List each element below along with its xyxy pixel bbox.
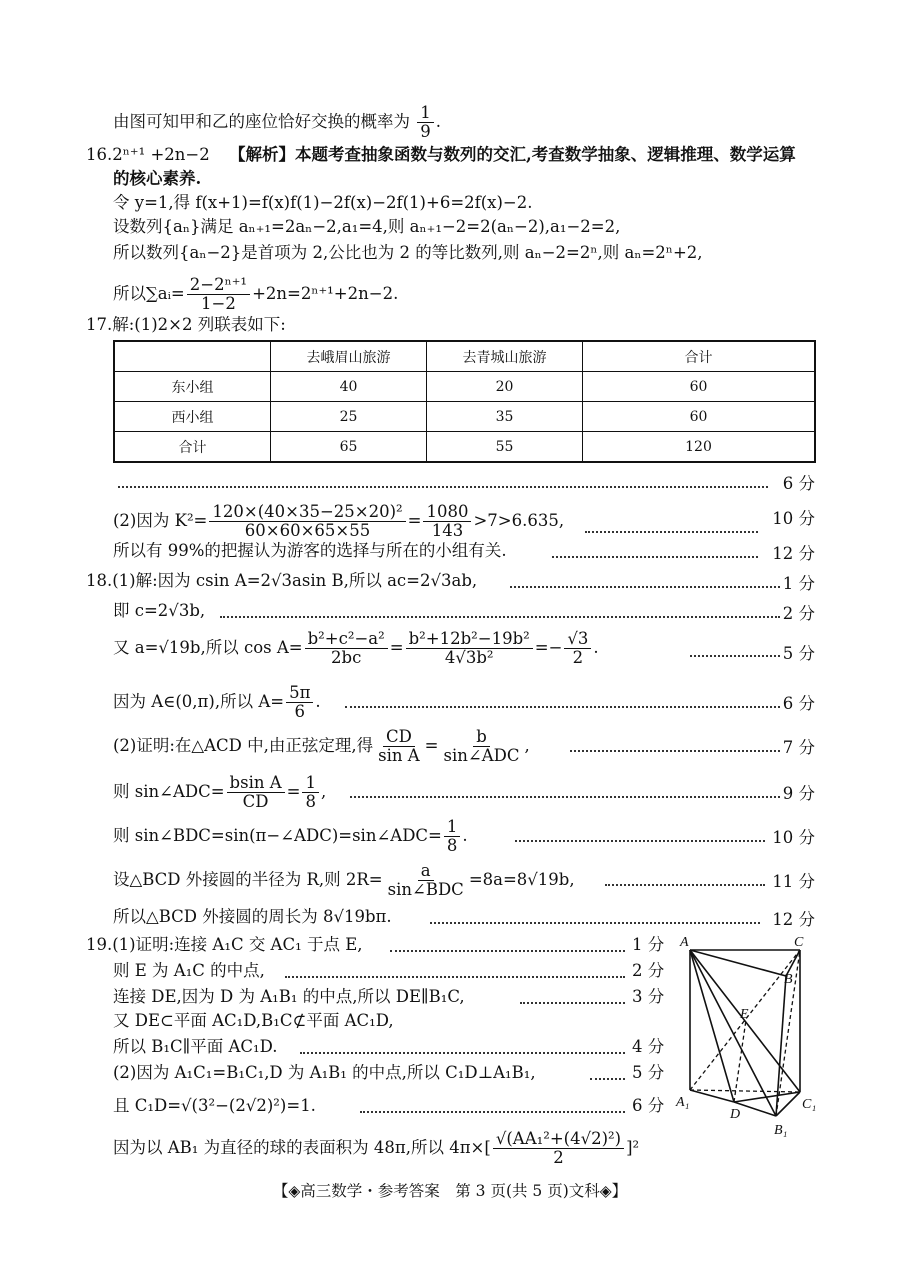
text-line: (2)证明:在△ACD 中,由正弦定理,得 $\frac{CD}{\text{sin A}}$ = $\frac{b}{\text{sin∠ADC}}$ , [113,727,530,765]
text-line: 17.解:(1)2×2 列联表如下: [86,315,286,334]
dot-leader [690,655,780,657]
table-cell: 合计 [114,432,271,463]
dot-leader [570,750,780,752]
text: (2)证明:在△ACD 中,由正弦定理,得 [113,736,374,755]
score: 1 分 [782,574,815,593]
dot-leader [220,616,780,618]
text: 设△BCD 外接圆的半径为 R,则 2R= [113,870,383,889]
score: 10 分 [772,509,815,528]
text-line: 所以数列{aₙ−2}是首项为 2,公比也为 2 的等比数列,则 aₙ−2=2ⁿ,则 aₙ=2ⁿ+2, [113,243,703,262]
table-cell: 20 [427,372,583,402]
fraction [441,728,523,765]
fraction [406,630,533,667]
label-B: B [784,972,793,987]
text: = [407,511,422,530]
text-line: 的核心素养. [113,169,202,188]
text: =− [534,638,563,657]
text-line: 即 c=2√3b, [113,601,206,620]
denominator: sin∠BDC [387,880,464,899]
text-line: 设数列{aₙ}满足 aₙ₊₁=2aₙ−2,a₁=4,则 aₙ₊₁−2=2(aₙ−2),a₁−2=2, [113,217,621,236]
numerator: 1 [444,818,461,837]
numerator: a [418,862,434,881]
numerator: b²+12b²−19b² [406,630,533,649]
score: 7 分 [782,738,815,757]
score: 11 分 [772,872,815,891]
score: 6 分 [782,694,815,713]
label-D: D [730,1107,741,1122]
table-cell: 55 [427,432,583,463]
denominator: 2 [572,648,584,667]
dot-leader [285,976,625,978]
q16-header [86,144,796,166]
text-line: (2)因为 A₁C₁=B₁C₁,D 为 A₁B₁ 的中点,所以 C₁D⊥A₁B₁, [113,1063,536,1082]
table-cell: 40 [271,372,427,402]
answer: 2ⁿ⁺¹ +2n−2 [112,145,210,164]
fraction [417,104,434,141]
fraction [286,684,313,721]
fraction [375,728,423,765]
text-line: 又 DE⊂平面 AC₁D,B₁C⊄平面 AC₁D, [113,1011,394,1030]
text-line: 由图可知甲和乙的座位恰好交换的概率为 $\frac{1}{9}$ . [113,103,441,141]
text: ]² [626,1138,640,1157]
fraction [423,503,471,540]
text-line: 所以△BCD 外接圆的周长为 8√19bπ. [113,907,392,926]
prism-figure [672,930,832,1140]
label-B1: B₁ [774,1123,788,1138]
text-line: 又 a=√19b,所以 cos A= $\frac{\text{b²+c²−a²}}{2bc}$ = $\frac{\text{b²+12b²−19b²}}{\text{4√3b²}}$ =− $\frac{√3}{2}$ . [113,629,599,667]
text-line [113,1130,639,1167]
dot-leader [515,840,765,842]
numerator: CD [383,728,415,747]
table-cell: 35 [427,402,583,432]
denominator: sin A [378,746,420,765]
table-row [114,432,815,463]
denominator: 60×60×65×55 [244,521,371,540]
table-row [114,372,815,402]
score: 3 分 [632,987,665,1006]
score: 12 分 [772,544,815,563]
score: 10 分 [772,828,815,847]
contingency-table [113,340,816,463]
dot-leader [430,922,760,924]
dot-leader [520,1002,625,1004]
analysis-tag: 【解析】本题考查抽象函数与数列的交汇,考查数学抽象、逻辑推理、数学运算 [228,145,796,164]
label-A1: A₁ [676,1095,690,1110]
denominator: 2 [553,1148,564,1167]
table-cell: 25 [271,402,427,432]
text-line: 则 E 为 A₁C 的中点, [113,961,265,980]
fraction [564,630,591,667]
denominator: 6 [294,702,305,721]
text: 因为以 AB₁ 为直径的球的表面积为 48π,所以 4π×[ [113,1138,491,1157]
denominator: sin∠ADC [443,746,520,765]
table-cell: 去青城山旅游 [427,341,583,372]
fraction [209,503,405,540]
text-line: 因为 A∈(0,π),所以 A= $\frac{5\pi}{6}$ . [113,683,321,721]
denominator: 8 [305,792,316,811]
dot-leader [585,531,758,533]
denominator: 9 [420,122,431,141]
text-line: 则 sin∠BDC=sin(π−∠ADC)=sin∠ADC= $\frac{1}{8}$ . [113,817,468,855]
text: 则 sin∠ADC= [113,782,225,801]
dot-leader [590,1078,625,1080]
score: 1 分 [632,935,665,954]
text-line: 则 sin∠ADC= $\frac{\text{bsin A}}{CD}$ = $\frac{1}{8}$ , [113,773,327,811]
fraction [187,276,250,313]
table-cell: 去峨眉山旅游 [271,341,427,372]
fraction [385,862,467,899]
numerator: bsin A [227,774,285,793]
denominator: 143 [431,521,464,540]
text: 则 sin∠BDC=sin(π−∠ADC)=sin∠ADC= [113,826,442,845]
table-cell: 60 [583,372,816,402]
numerator: √(AA₁²+(4√2)²) [493,1130,624,1149]
score: 2 分 [632,961,665,980]
dot-leader [605,884,765,886]
text: (2)因为 K²= [113,511,208,530]
table-row [114,402,815,432]
text-line: 令 y=1,得 f(x+1)=f(x)f(1)−2f(x)−2f(1)+6=2f(x)−2. [113,193,533,212]
text: =8a=8√19b, [468,870,575,889]
fraction [305,630,388,667]
score: 9 分 [782,784,815,803]
text: = [424,736,439,755]
numerator: 1 [417,104,434,123]
text: +2n=2ⁿ⁺¹+2n−2. [252,284,399,303]
label-C1: C₁ [802,1097,817,1112]
text-line: 所以 B₁C∥平面 AC₁D. [113,1037,278,1056]
table-cell: 合计 [583,341,816,372]
dot-leader [390,950,625,952]
score: 4 分 [632,1037,665,1056]
text: 由图可知甲和乙的座位恰好交换的概率为 [113,112,410,131]
text-line [113,503,564,540]
score: 5 分 [632,1063,665,1082]
denominator: 8 [446,836,458,855]
text-line [113,276,398,313]
numerator: 120×(40×35−25×20)² [209,503,405,522]
dot-leader [350,796,780,798]
dot-leader [300,1052,625,1054]
text-line: 且 C₁D=√(3²−(2√2)²)=1. [113,1096,316,1115]
score: 6 分 [782,474,815,493]
table-cell: 60 [583,402,816,432]
text: 因为 A∈(0,π),所以 A= [113,692,285,711]
numerator: √3 [564,630,591,649]
text-line: 连接 DE,因为 D 为 A₁B₁ 的中点,所以 DE∥B₁C, [113,987,465,1006]
table-cell: 西小组 [114,402,271,432]
table-header-row [114,341,815,372]
dot-leader [360,1111,625,1113]
text-line: 19.(1)证明:连接 A₁C 交 AC₁ 于点 E, [86,935,363,954]
fraction [493,1130,624,1167]
label-A: A [680,935,689,950]
text: = [286,782,301,801]
text: = [389,638,404,657]
denominator: 4√3b² [444,648,494,667]
table-cell: 120 [583,432,816,463]
denominator: CD [242,792,269,811]
denominator: 2bc [331,648,362,667]
text: 又 a=√19b,所以 cos A= [113,638,303,657]
fraction [444,818,461,855]
label-C: C [794,935,804,950]
dot-leader [510,586,780,588]
text-line: 18.(1)解:因为 csin A=2√3asin B,所以 ac=2√3ab, [86,571,478,590]
text: >7>6.635, [473,511,565,530]
score: 5 分 [782,644,815,663]
table-cell: 东小组 [114,372,271,402]
score: 2 分 [782,604,815,623]
dot-leader [118,486,768,488]
table-cell: 65 [271,432,427,463]
page-footer: 【◈高三数学・参考答案 第 3 页(共 5 页)文科◈】 [272,1182,628,1200]
numerator: 2−2ⁿ⁺¹ [187,276,250,295]
numerator: 1080 [423,503,471,522]
question-number: 16. [86,145,113,164]
text-line [113,862,575,899]
numerator: b²+c²−a² [305,630,388,649]
dot-leader [552,556,758,558]
text: 所以∑aᵢ= [113,284,185,303]
score: 6 分 [632,1096,665,1115]
numerator: 5π [286,684,313,703]
numerator: 1 [302,774,319,793]
dot-leader [345,706,780,708]
text-line: 所以有 99%的把握认为游客的选择与所在的小组有关. [113,541,507,560]
score: 12 分 [772,910,815,929]
label-E: E [740,1007,749,1022]
denominator: 1−2 [201,294,236,313]
numerator: b [473,728,490,747]
fraction [227,774,285,811]
table-cell [114,341,271,372]
fraction [302,774,319,811]
